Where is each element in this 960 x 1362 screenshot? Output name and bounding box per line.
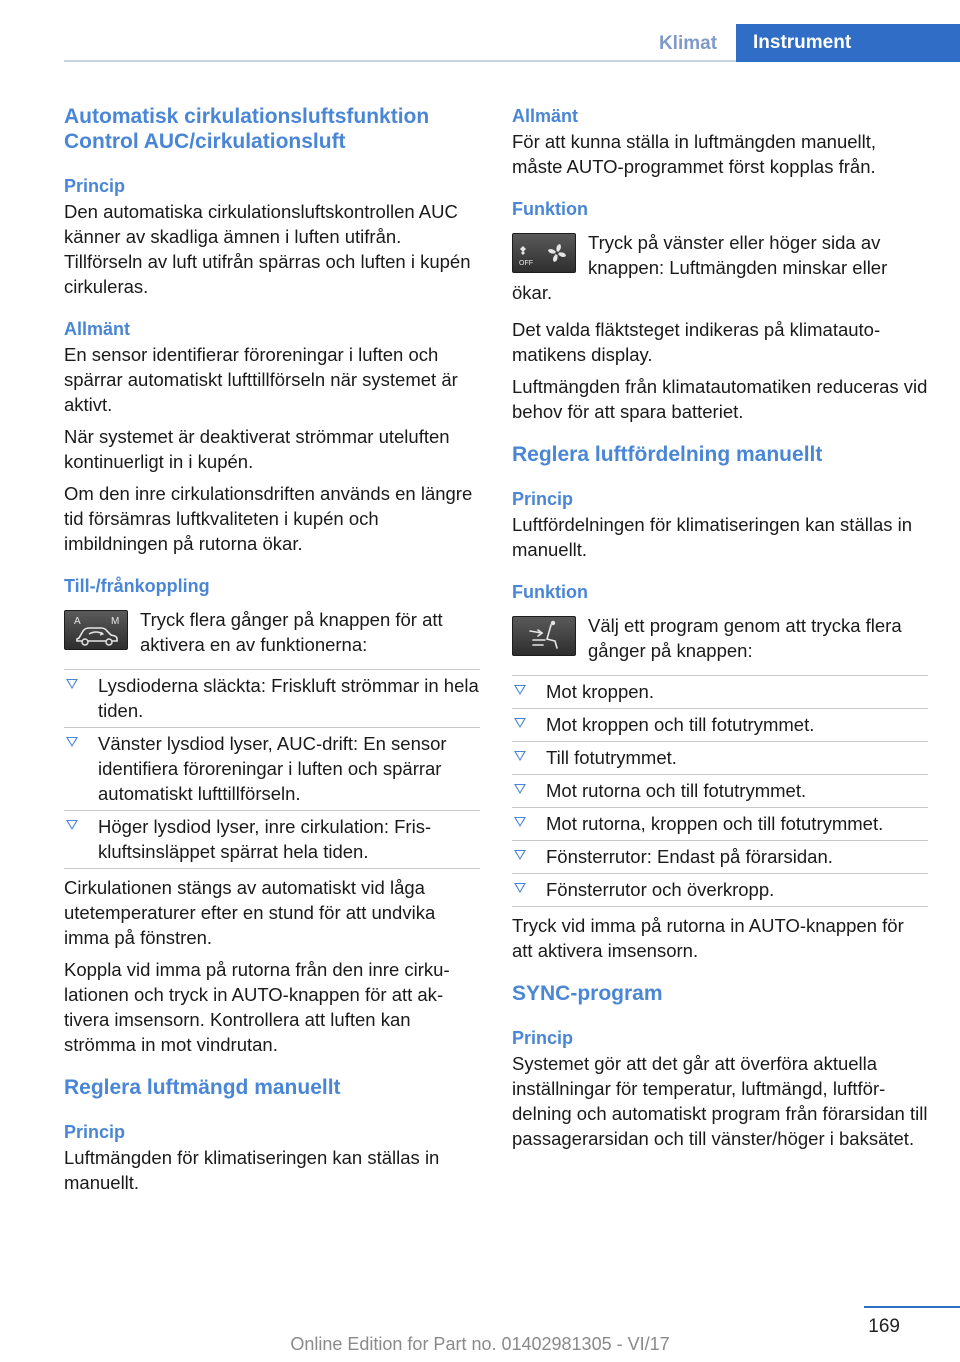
bullet-triangle-icon [514,718,526,728]
list-item: Till fotutrymmet. [512,741,928,774]
fan-button-text: Tryck på vänster eller höger sida av knappen: Luftmängden minskar eller ökar. [512,232,888,303]
luftmangd-princip-heading: Princip [64,1122,126,1142]
bullet-triangle-icon [514,685,526,695]
cirkulation-paragraph-2: Koppla vid imma på rutorna från den inre cirkulationen och tryck in AUTO-knappen för att aktivera imsensorn. Kontrollera att luften kan strömma in mot vindrutan. [64,959,450,1055]
list-item: Mot rutorna, kroppen och till fotutrymmet. [512,807,928,840]
section-tab: Instrument [736,24,960,62]
list-item: Fönsterrutor: Endast på förarsidan. [512,840,928,873]
auc-title: Automatisk cirkulationsluftsfunktion Control AUC/cirkulationsluft [64,105,430,153]
icon-label-a: A [74,616,81,627]
right-column [512,104,928,1158]
air-distribution-seat-icon [512,616,576,656]
list-item: Höger lysdiod lyser, inre cirkulation: Friskluftsinsläppet spärrat hela tiden. [64,810,480,869]
auc-button-text: Tryck flera gånger på knappen för att aktivera en av funktionerna: [140,609,443,655]
sync-heading: SYNC-program [512,982,663,1005]
luftfordelning-princip-text: Luftfördelningen för klimatiseringen kan ställas in manuellt. [512,514,913,560]
icon-label-m: M [111,616,120,627]
allmant-paragraph-3: Om den inre cirkulationsdriften används en längre tid försämras luftkvaliteten i kupén och imbildningen på rutorna ökar. [64,483,473,554]
list-item: Mot kroppen. [512,675,928,708]
air-distribution-instruction [512,613,928,663]
air-distribution-text: Välj ett program genom att trycka flera gånger på knappen: [588,615,902,661]
luftmangd-princip-text: Luftmängden för klimatiseringen kan ställas in manuellt. [64,1147,440,1193]
bullet-triangle-icon [514,784,526,794]
allmant-paragraph-1: En sensor identifierar föroreningar i luften och spärrar automatiskt lufttillförseln när systemet är aktivt. [64,344,458,415]
bullet-triangle-icon [66,737,78,747]
bullet-triangle-icon [514,883,526,893]
fan-off-label: OFF [519,260,533,267]
till-fran-heading: Till-/frånkoppling [64,576,210,596]
left-column [64,104,480,1202]
right-allmant-text: För att kunna ställa in luftmängden manuellt, måste AUTO-programmet först kopplas från. [512,131,877,177]
fan-paragraph-2: Luftmängden från klimatautomatiken reduceras vid behov för att spara batteriet. [512,376,928,422]
right-allmant-heading: Allmänt [512,106,579,126]
chapter-tab: Klimat [658,33,718,54]
list-item: Lysdioderna släckta: Friskluft strömmar in hela tiden. [64,669,480,727]
luftfordelning-funktion-heading: Funktion [512,582,588,602]
princip-heading: Princip [64,176,126,196]
bullet-triangle-icon [514,817,526,827]
list-item: Fönsterrutor och överkropp. [512,873,928,907]
luftmangd-heading: Reglera luftmängd manuellt [64,1076,341,1099]
auc-mode-list [64,669,480,869]
princip-text: Den automatiska cirkulationsluftskontrollen AUC känner av skadliga ämnen i luften utifrån. Tillförseln av luft utifrån spärras och luften i kupén cirkuleras. [64,201,471,297]
sync-princip-heading: Princip [512,1028,574,1048]
fan-button-instruction [512,230,928,305]
list-item: Mot rutorna och till fotutrymmet. [512,774,928,807]
bullet-triangle-icon [514,850,526,860]
cirkulation-paragraph-1: Cirkulationen stängs av automatiskt vid låga utetemperaturer efter en stund för att undvika imma på fönstren. [64,877,436,948]
auc-button-instruction [64,607,480,657]
recirculation-car-icon [64,610,128,650]
bullet-triangle-icon [66,820,78,830]
luftfordelning-after-text: Tryck vid imma på rutorna in AUTO-knappen för att aktivera imsensorn. [512,915,904,961]
allmant-heading: Allmänt [64,319,131,339]
sync-text: Systemet gör att det går att överföra aktuella inställningar för temperatur, luftmängd, luftfördelning och automatiskt program från förarsidan till passagerarsidan och till vänster/höger i baksätet. [512,1053,928,1149]
air-distribution-list [512,675,928,907]
bullet-triangle-icon [66,679,78,689]
luftfordelning-heading: Reglera luftfördelning manuellt [512,443,823,466]
list-item: Vänster lysdiod lyser, AUC-drift: En sensor identifiera föroreningar i luften och spärrar automatiskt lufttillförseln. [64,727,480,810]
fan-icon [512,233,576,273]
page-number-rule [864,1306,960,1308]
online-edition-footer: Online Edition for Part no. 01402981305 - VI/17 [290,1334,670,1354]
allmant-paragraph-2: När systemet är deaktiverat strömmar uteluften kontinuerligt in i kupén. [64,426,450,472]
luftfordelning-princip-heading: Princip [512,489,574,509]
funktion-heading: Funktion [512,199,588,219]
page-number: 169 [868,1316,900,1337]
fan-paragraph-1: Det valda fläktsteget indikeras på klimatautomatikens display. [512,319,881,365]
bullet-triangle-icon [514,751,526,761]
list-item: Mot kroppen och till fotutrymmet. [512,708,928,741]
